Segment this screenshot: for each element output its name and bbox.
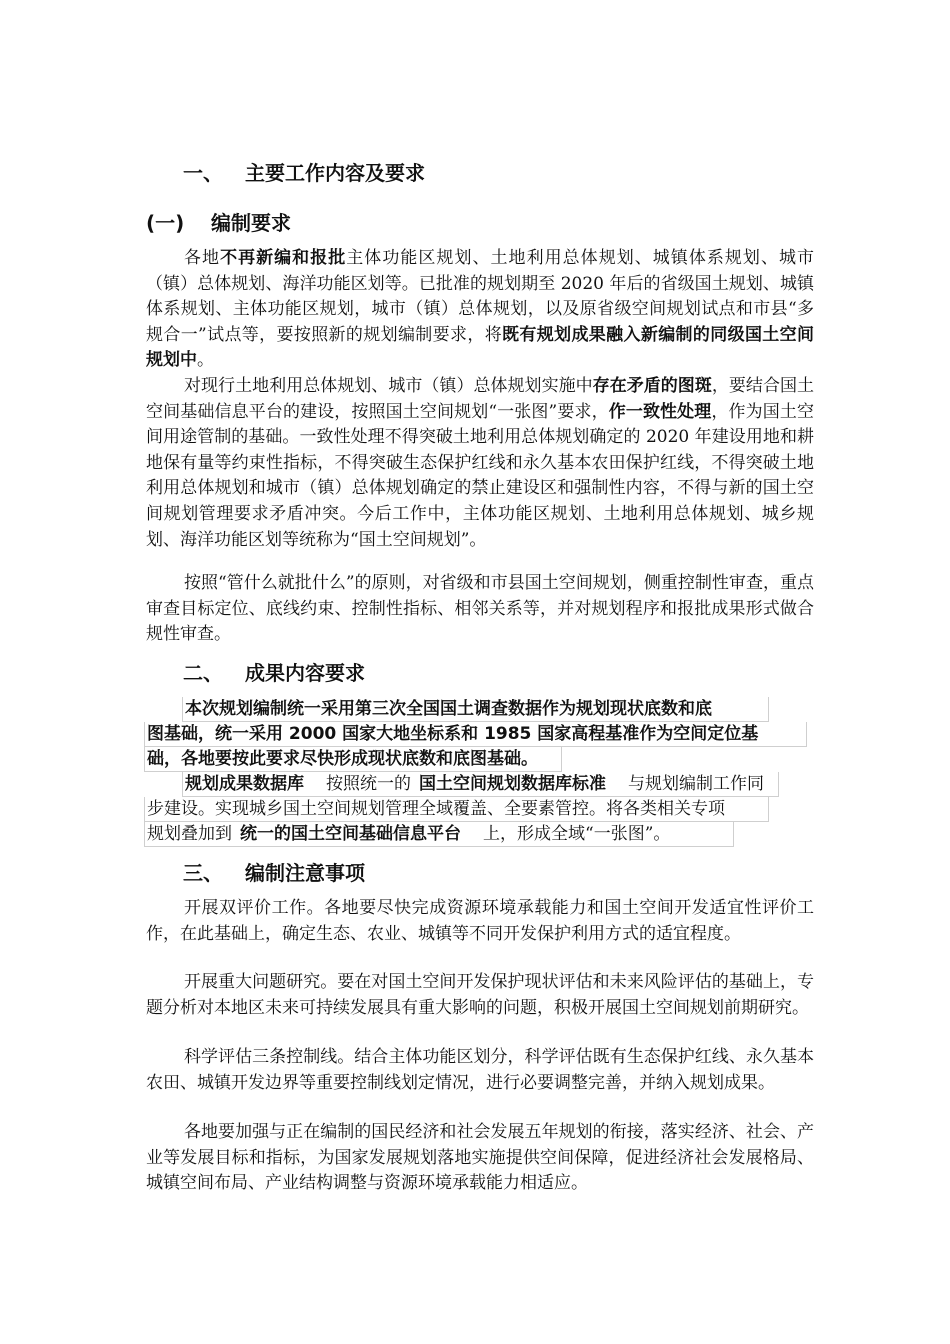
text-line-box: 图基础，统一采用 2000 国家大地坐标系和 1985 国家高程基准作为空间定位基 (144, 722, 807, 747)
text-line-box: 步建设。实现城乡国土空间规划管理全域覆盖、全要素管控。将各类相关专项 (144, 797, 769, 822)
paragraph: 各地要加强与正在编制的国民经济和社会发展五年规划的衔接，落实经济、社会、产业等发展目标和指标，为国家发展规划落地实施提供空间保障，促进经济社会发展格局、城镇空间布局、产业结构调整与资源环境承载能力相适应。 (146, 1122, 814, 1194)
section-number: 三、 (183, 861, 223, 885)
subsection-number: (一) (146, 211, 185, 235)
bold-text: 既有规划成果融入新编制的同级国土空间规划中 (146, 324, 814, 371)
paragraph: 各地不再新编和报批主体功能区规划、土地利用总体规划、城镇体系规划、城市（镇）总体规划、海洋功能区划等。已批准的规划期至 2020 年后的省级国土规划、城镇体系规划、主体功能区规划，城市（镇）总体规划，以及原省级空间规划试点和市县“多规合一”试点等，要按照新的规划编制要求，将既有规划成果融入新编制的同级国土空间规划中。 (146, 248, 815, 371)
section-title: 成果内容要求 (245, 661, 365, 685)
subsection-heading (146, 207, 291, 236)
section-heading-1 (183, 157, 425, 186)
section-number: 二、 (183, 661, 223, 685)
paragraph: 按照“管什么就批什么”的原则，对省级和市县国土空间规划，侧重控制性审查，重点审查目标定位、底线约束、控制性指标、相邻关系等，并对规划程序和报批成果形式做合规性审查。 (146, 573, 814, 645)
section-title: 编制注意事项 (245, 861, 365, 885)
subsection-title: 编制要求 (211, 211, 291, 235)
bold-text: 作一致性处理 (608, 401, 712, 422)
section-heading-3 (183, 857, 365, 886)
paragraph: 开展双评价工作。各地要尽快完成资源环境承载能力和国土空间开发适宜性评价工作，在此基础上，确定生态、农业、城镇等不同开发保护利用方式的适宜程度。 (146, 898, 814, 944)
bold-text: 不再新编和报批 (220, 248, 347, 268)
section-title: 主要工作内容及要求 (245, 161, 425, 185)
section-number: 一、 (183, 161, 223, 185)
text-line-box: 规划成果数据库 按照统一的 国土空间规划数据库标准 与规划编制工作同 (182, 772, 779, 797)
text-line-box: 本次规划编制统一采用第三次全国国土调查数据作为规划现状底数和底 (182, 697, 769, 722)
text-line-box: 规划叠加到 统一的国土空间基础信息平台 上，形成全域“一张图”。 (144, 822, 734, 847)
paragraph: 开展重大问题研究。要在对国土空间开发保护现状评估和未来风险评估的基础上，专题分析对本地区未来可持续发展具有重大影响的问题，积极开展国土空间规划前期研究。 (146, 972, 814, 1018)
paragraph: 科学评估三条控制线。结合主体功能区划分，科学评估既有生态保护红线、永久基本农田、城镇开发边界等重要控制线划定情况，进行必要调整完善，并纳入规划成果。 (146, 1047, 814, 1093)
bold-text: 存在矛盾的图斑 (592, 376, 712, 396)
paragraph: 对现行土地利用总体规划、城市（镇）总体规划实施中存在矛盾的图斑，要结合国土空间基础信息平台的建设，按照国土空间规划“一张图”要求，作一致性处理，作为国土空间用途管制的基础。一致性处理不得突破土地利用总体规划确定的 2020 年建设用地和耕地保有量等约束性指标，不得突破生态保护红线和永久基本农田保护红线，不得突破土地利用总体规划和城市（镇）总体规划确定的禁止建设区和强制性内容，不得与新的国土空间规划管理要求矛盾冲突。今后工作中，主体功能区规划、土地利用总体规划、城乡规划、海洋功能区划等统称为“国土空间规划”。 (146, 376, 815, 550)
text-line-box: 础，各地要按此要求尽快形成现状底数和底图基础。 (144, 747, 562, 772)
section-heading-2 (183, 657, 365, 686)
